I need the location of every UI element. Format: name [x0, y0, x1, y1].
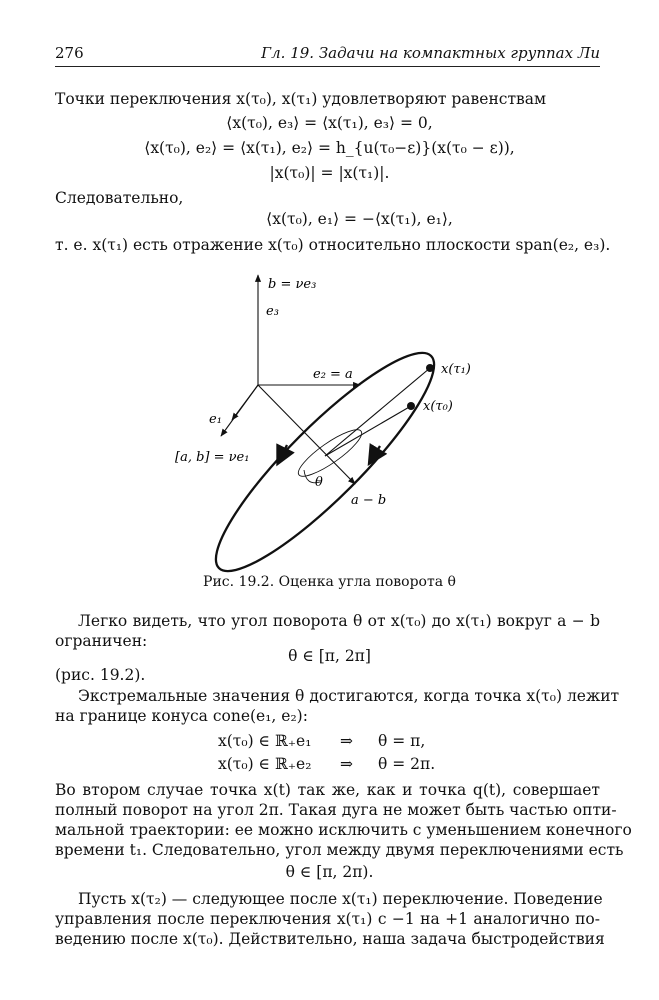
figure-caption: Рис. 19.2. Оценка угла поворота θ	[203, 574, 456, 590]
equation-5: θ ∈ [π, 2π]	[288, 647, 371, 665]
point-x-tau0	[407, 402, 415, 410]
equation-7: θ ∈ [π, 2π).	[285, 863, 374, 881]
paragraph-2-line-2: на границе конуса cone(e₁, e₂):	[55, 707, 308, 725]
label-e3: e₃	[266, 304, 279, 319]
hence-line: Следовательно,	[55, 189, 184, 207]
equation-1: ⟨x(τ₀), e₃⟩ = ⟨x(τ₁), e₃⟩ = 0,	[226, 114, 433, 132]
equation-6a-lhs: x(τ₀) ∈ ℝ₊e₁	[218, 732, 312, 750]
intro-line: Точки переключения x(τ₀), x(τ₁) удовлетворяют равенствам	[55, 90, 547, 108]
implies-arrow-2: ⇒	[340, 755, 353, 773]
point-x-tau1	[426, 364, 434, 372]
equation-6a-rhs: θ = π,	[378, 732, 426, 750]
running-title: Гл. 19. Задачи на компактных группах Ли	[261, 44, 600, 62]
label-e2-a: e₂ = a	[313, 367, 353, 382]
figure-reference: (рис. 19.2).	[55, 666, 146, 684]
paragraph-4-line-1: Пусть x(τ₂) — следующее после x(τ₁) переключение. Поведение	[78, 890, 603, 908]
paragraph-4-line-3: ведению после x(τ₀). Действительно, наша задача быстродействия	[55, 930, 605, 948]
label-e1: e₁	[209, 412, 222, 427]
paragraph-3-line-4: времени t₁. Следовательно, угол между двумя переключениями есть	[55, 841, 624, 859]
paragraph-4-line-2: управления после переключения x(τ₁) с −1 на +1 аналогично по-	[55, 910, 600, 928]
paragraph-3-line-2: полный поворот на угол 2π. Такая дуга не может быть частью опти-	[55, 801, 617, 819]
equation-6b-lhs: x(τ₀) ∈ ℝ₊e₂	[218, 755, 312, 773]
label-b: b = νe₃	[268, 277, 317, 292]
paragraph-2-line-1: Экстремальные значения θ достигаются, когда точка x(τ₀) лежит	[78, 687, 620, 705]
equation-6b-rhs: θ = 2π.	[378, 755, 436, 773]
label-x-tau1: x(τ₁)	[441, 362, 471, 377]
radius-x-tau0	[325, 406, 411, 456]
equation-4: ⟨x(τ₀), e₁⟩ = −⟨x(τ₁), e₁⟩,	[266, 210, 453, 228]
equation-2: ⟨x(τ₀), e₂⟩ = ⟨x(τ₁), e₂⟩ = h_{u(τ₀−ε)}(x(τ₀ − ε)),	[144, 139, 515, 157]
equation-3: |x(τ₀)| = |x(τ₁)|.	[269, 164, 390, 182]
paragraph-1-line-2: ограничен:	[55, 632, 148, 650]
paragraph-3-line-1: Во втором случае точка x(t) так же, как и точка q(t), совершает	[55, 781, 600, 799]
reflection-line: т. е. x(τ₁) есть отражение x(τ₀) относительно плоскости span(e₂, e₃).	[55, 236, 611, 254]
label-theta: θ	[315, 475, 323, 490]
page-number: 276	[55, 44, 84, 62]
implies-arrow-1: ⇒	[340, 732, 353, 750]
paragraph-1-line-1: Легко видеть, что угол поворота θ от x(τ₀) до x(τ₁) вокруг a − b	[78, 612, 600, 630]
axis-ab	[221, 385, 258, 436]
label-a-minus-b: a − b	[351, 493, 387, 508]
label-x-tau0: x(τ₀)	[423, 399, 453, 414]
paragraph-3-line-3: мальной траектории: ее можно исключить с уменьшением конечного	[55, 821, 632, 839]
label-ab: [a, b] = νe₁	[175, 450, 250, 465]
